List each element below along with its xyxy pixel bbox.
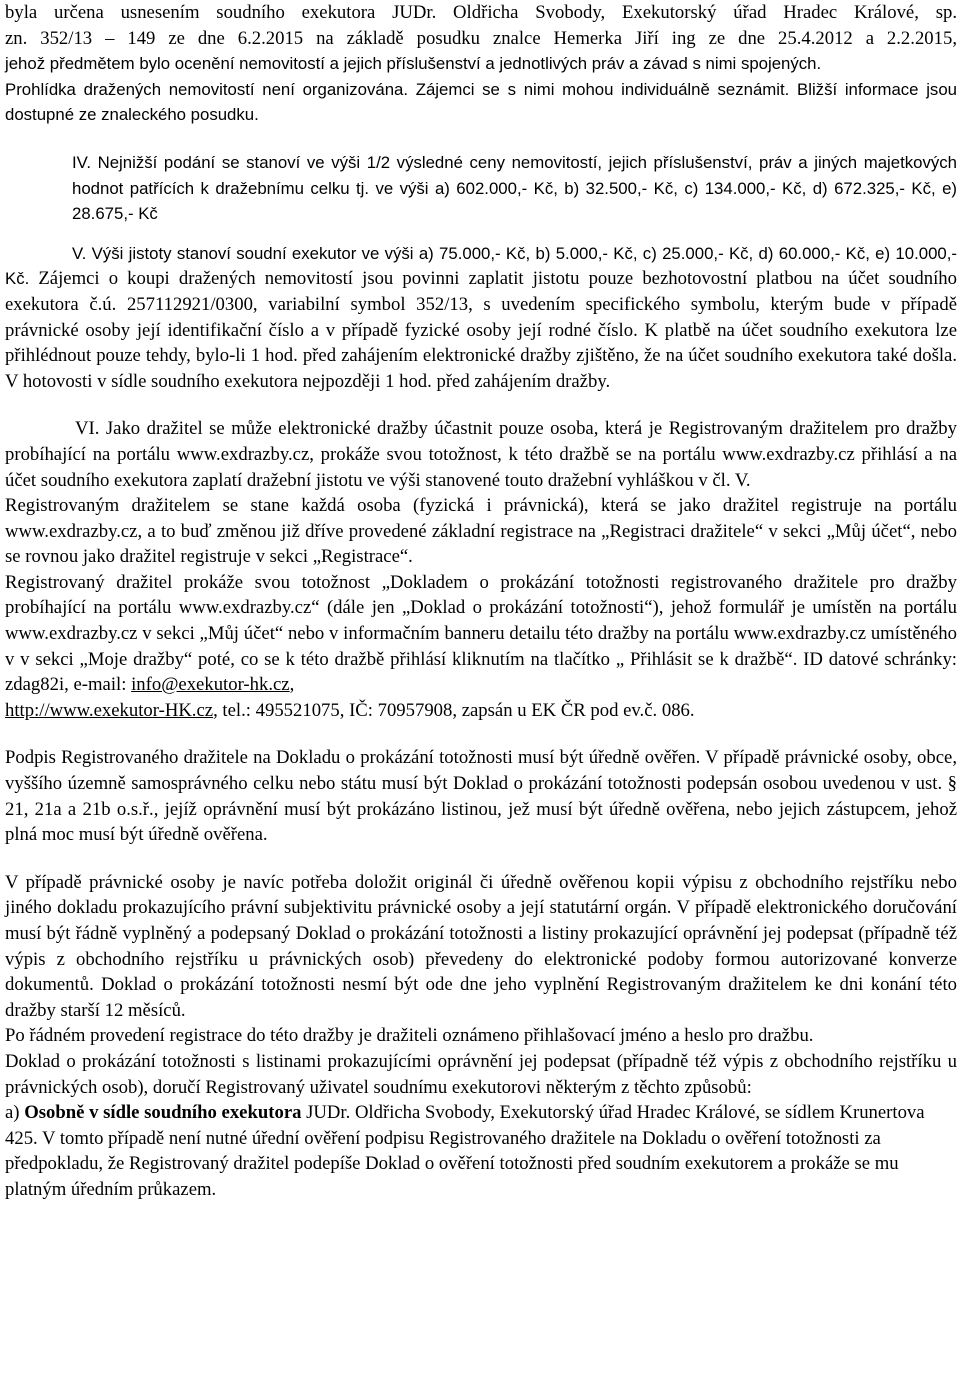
- legal-entity-paragraph: V případě právnické osoby je navíc potřeba doložit originál či úředně ověřenou kopii výpisu z obchodního rejstříku nebo jiného dokladu prokazujícího právní subjektivitu právnické osoby a její statutární orgán. V případě elektronického doručování musí být řádně vyplněný a podepsaný Doklad o prokázání totožnosti a listiny prokazující oprávnění jej podepsat (případně též výpis z obchodního rejstříku u právnických osob) převedeny do elektronické podoby formou autorizované konverze dokumentů. Doklad o prokázání totožnosti nesmí být ode dne jeho vyplnění Registrovaným dražitelem ke dni konání této dražby starší 12 měsíců.: [5, 871, 957, 1021]
- login-credentials-paragraph: Po řádném provedení registrace do této dražby je dražiteli oznámeno přihlašovací jméno a heslo pro dražbu.: [5, 1025, 814, 1047]
- section-iv-paragraph: [5, 150, 957, 227]
- option-a-text: JUDr. Oldřicha Svobody, Exekutorský úřad Hradec Králové, se sídlem Krunertova 425. V tomto případě není nutné úřední ověření podpisu Registrovaného dražitele na Dokladu o ověření totožnosti za předpokladu, že Registrovaný dražitel podepíše Doklad o ověření totožnosti před soudním exekutorem a prokáže se mu platným úředním průkazem.: [5, 1102, 925, 1200]
- section-v-sans-text: V. Výši jistoty stanoví soudní exekutor ve výši a) 75.000,- Kč, b) 5.000,- Kč, c) 25.000,- Kč, d) 60.000,- Kč, e) 10.000,- Kč.: [5, 243, 957, 289]
- section-v-paragraph: [5, 241, 957, 395]
- section-iv-text: IV. Nejnižší podání se stanoví ve výši 1/2 výsledné ceny nemovitostí, jejich příslušenství, práv a jiných majetkových hodnot patřících k dražebnímu celku tj. ve výši a) 602.000,- Kč, b) 32.500,- Kč, c) 134.000,- Kč, d) 672.325,- Kč, e) 28.675,- Kč: [72, 152, 957, 224]
- option-a-prefix: a): [5, 1102, 25, 1124]
- signature-verification-paragraph: Podpis Registrovaného dražitele na Dokladu o prokázání totožnosti musí být úředně ověřen. V případě právnické osoby, obce, vyššího územně samosprávného celku nebo státu musí být Doklad o prokázání totožnosti podepsán osobou uvedenou v ust. § 21, 21a a 21b o.s.ř., jejíž oprávnění musí být prokázáno listinou, jež musí být úředně ověřena, nebo jejich zástupcem, jehož plná moc musí být úředně ověřena.: [5, 747, 957, 846]
- option-a-bold: Osobně v sídle soudního exekutora: [24, 1102, 302, 1124]
- intro-line-2: zn. 352/13 – 149 ze dne 6.2.2015 na základě posudku znalce Hemerka Jiří ing ze dne 25.4.2012 a 2.2.2015,: [5, 27, 957, 49]
- section-vi-paragraph-3: [5, 570, 957, 724]
- section-vi-p3-text: Registrovaný dražitel prokáže svou totožnost „Dokladem o prokázání totožnosti registrovaného dražitele pro dražby probíhající na portálu www.exdrazby.cz“ (dále jen „Doklad o prokázání totožnosti“), jehož formulář je umístěn na portálu www.exdrazby.cz v sekci „Můj účet“ nebo v informačním banneru detailu této dražby na portálu www.exdrazby.cz umístěného v v sekci „Moje dražby“ poté, co se k této dražbě přihlásí kliknutím na tlačítko „ Přihlásit se k dražbě“. ID datové schránky: zdag82i, e-mail:: [5, 571, 957, 696]
- delivery-methods-paragraph: Doklad o prokázání totožnosti s listinami prokazujícími oprávnění jej podepsat (případně též výpis z obchodního rejstříku u právnických osob), doručí Registrovaný uživatel soudnímu exekutorovi některým z těchto způsobů:: [5, 1050, 957, 1098]
- section-vi-paragraph-1: VI. Jako dražitel se může elektronické dražby účastnit pouze osoba, která je Registrovaným dražitelem pro dražby probíhající na portálu www.exdrazby.cz, prokáže svou totožnost, k této dražbě se na portálu www.exdrazby.cz přihlásí a na účet soudního exekutora zaplatí dražební jistotu ve výši stanovené touto dražební vyhláškou v čl. V.: [5, 418, 957, 491]
- email-link[interactable]: info@exekutor-hk.cz: [131, 674, 290, 696]
- section-vi-p3-comma: ,: [289, 674, 295, 696]
- section-vi-p3-tail: , tel.: 495521075, IČ: 70957908, zapsán u EK ČR pod ev.č. 086.: [213, 699, 695, 721]
- document-page: [5, 0, 957, 1203]
- website-link[interactable]: http://www.exekutor-HK.cz: [5, 699, 214, 721]
- section-v-serif-text: Zájemci o koupi dražených nemovitostí jsou povinni zaplatit jistotu pouze bezhotovostní platbou na účet soudního exekutora č.ú. 257112921/0300, variabilní symbol 352/13, s uvedením specifického symbolu, kterým bude v případě právnické osoby její identifikační číslo a v případě fyzické osoby její rodné číslo. K platbě na účet soudního exekutora lze přihlédnout pouze tehdy, bylo-li 1 hod. před zahájením elektronické dražby zjištěno, že na účet soudního exekutora také došla. V hotovosti v sídle soudního exekutora nejpozději 1 hod. před zahájením dražby.: [5, 268, 957, 392]
- inspection-paragraph: Prohlídka dražených nemovitostí není organizována. Zájemci se s nimi mohou individuálně seznámit. Bližší informace jsou dostupné ze znaleckého posudku.: [5, 79, 957, 125]
- intro-subject-paragraph: jehož předmětem bylo ocenění nemovitostí a jejich příslušenství a jednotlivých práv a závad s nimi spojených.: [5, 54, 822, 74]
- section-vi-paragraph-2: Registrovaným dražitelem se stane každá osoba (fyzická i právnická), která se jako dražitel registruje na portálu www.exdrazby.cz, a to buď změnou již dříve provedené základní registrace na „Registraci dražitele“ v sekci „Můj účet“, nebo se rovnou jako dražitel registruje v sekci „Registrace“.: [5, 495, 957, 568]
- delivery-option-a: [5, 1100, 957, 1202]
- intro-line-1: byla určena usnesením soudního exekutora JUDr. Oldřicha Svobody, Exekutorský úřad Hradec Králové, sp.: [5, 2, 957, 23]
